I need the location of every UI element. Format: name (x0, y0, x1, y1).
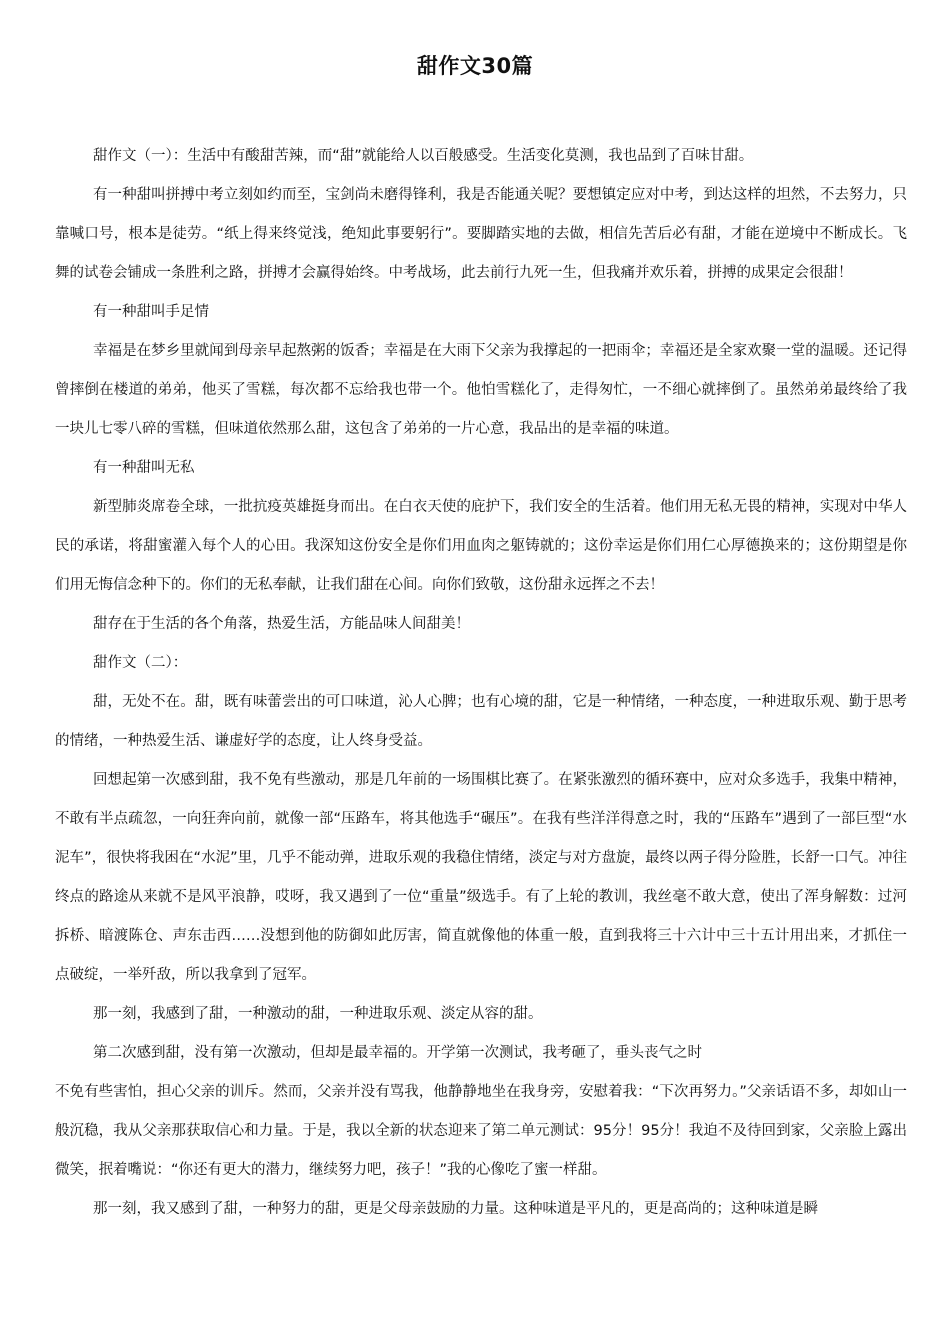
paragraph: 不免有些害怕，担心父亲的训斥。然而，父亲并没有骂我，他静静地坐在我身旁，安慰着我：“下次再努力。”父亲话语不多，却如山一般沉稳，我从父亲那获取信心和力量。于是，我以全新的状态迎来了第二单元测试：95分！95分！我迫不及待回到家，父亲脸上露出微笑，抿着嘴说：“你还有更大的潜力，继续努力吧，孩子！”我的心像吃了蜜一样甜。 (55, 1084, 907, 1178)
section-heading: 有一种甜叫无私 (93, 460, 195, 476)
paragraph: 那一刻，我又感到了甜，一种努力的甜，更是父母亲鼓励的力量。这种味道是平凡的，更是高尚的；这种味道是瞬 (93, 1201, 818, 1217)
section-heading: 有一种甜叫手足情 (93, 304, 209, 320)
paragraph: 新型肺炎席卷全球，一批抗疫英雄挺身而出。在白衣天使的庇护下，我们安全的生活着。他们用无私无畏的精神，实现对中华人民的承诺，将甜蜜灌入每个人的心田。我深知这份安全是你们用血肉之躯铸就的；这份幸运是你们用仁心厚德换来的；这份期望是你们用无悔信念种下的。你们的无私奉献，让我们甜在心间。向你们致敬，这份甜永远挥之不去！ (55, 499, 907, 593)
paragraph: 有一种甜叫拼搏中考立刻如约而至，宝剑尚未磨得锋利，我是否能通关呢？要想镇定应对中考，到达这样的坦然，不去努力，只靠喊口号，根本是徒劳。“纸上得来终觉浅，绝知此事要躬行”。要脚踏实地的去做，相信先苦后必有甜，才能在逆境中不断成长。飞舞的试卷会铺成一条胜利之路，拼搏才会赢得始终。中考战场，此去前行九死一生，但我痛并欢乐着，拼搏的成果定会很甜！ (55, 187, 907, 281)
paragraph: 幸福是在梦乡里就闻到母亲早起熬粥的饭香；幸福是在大雨下父亲为我撑起的一把雨伞；幸福还是全家欢聚一堂的温暖。还记得曾摔倒在楼道的弟弟，他买了雪糕，每次都不忘给我也带一个。他怕雪糕化了，走得匆忙，一不细心就摔倒了。虽然弟弟最终给了我一块儿七零八碎的雪糕，但味道依然那么甜，这包含了弟弟的一片心意，我品出的是幸福的味道。 (55, 343, 907, 437)
paragraph: 甜作文（一）：生活中有酸甜苦辣，而“甜”就能给人以百般感受。生活变化莫测，我也品到了百味甘甜。 (93, 148, 754, 164)
paragraph: 回想起第一次感到甜，我不免有些激动，那是几年前的一场围棋比赛了。在紧张激烈的循环赛中，应对众多选手，我集中精神，不敢有半点疏忽，一向狂奔向前，就像一部“压路车，将其他选手“碾压”。在我有些洋洋得意之时，我的“压路车”遇到了一部巨型“水泥车”，很快将我困在“水泥”里，几乎不能动弹，进取乐观的我稳住情绪，淡定与对方盘旋，最终以两子得分险胜，长舒一口气。冲往终点的路途从来就不是风平浪静，哎呀，我又遇到了一位“重量”级选手。有了上轮的教训，我丝毫不敢大意，使出了浑身解数：过河拆桥、暗渡陈仓、声东击西……没想到他的防御如此厉害，简直就像他的体重一般，直到我将三十六计中三十五计用出来，才抓住一点破绽，一举歼敌，所以我拿到了冠军。 (55, 772, 907, 983)
document-body (55, 137, 907, 1229)
paragraph: 甜存在于生活的各个角落，热爱生活，方能品味人间甜美！ (93, 616, 470, 632)
paragraph: 甜，无处不在。甜，既有味蕾尝出的可口味道，沁人心脾；也有心境的甜，它是一种情绪，一种态度，一种进取乐观、勤于思考的情绪，一种热爱生活、谦虚好学的态度，让人终身受益。 (55, 694, 907, 749)
paragraph: 那一刻，我感到了甜，一种激动的甜，一种进取乐观、淡定从容的甜。 (93, 1006, 543, 1022)
document-title: 甜作文30篇 (416, 54, 534, 78)
essay-heading: 甜作文（二）： (93, 655, 188, 671)
paragraph: 第二次感到甜，没有第一次激动，但却是最幸福的。开学第一次测试，我考砸了，垂头丧气之时 (93, 1045, 702, 1061)
